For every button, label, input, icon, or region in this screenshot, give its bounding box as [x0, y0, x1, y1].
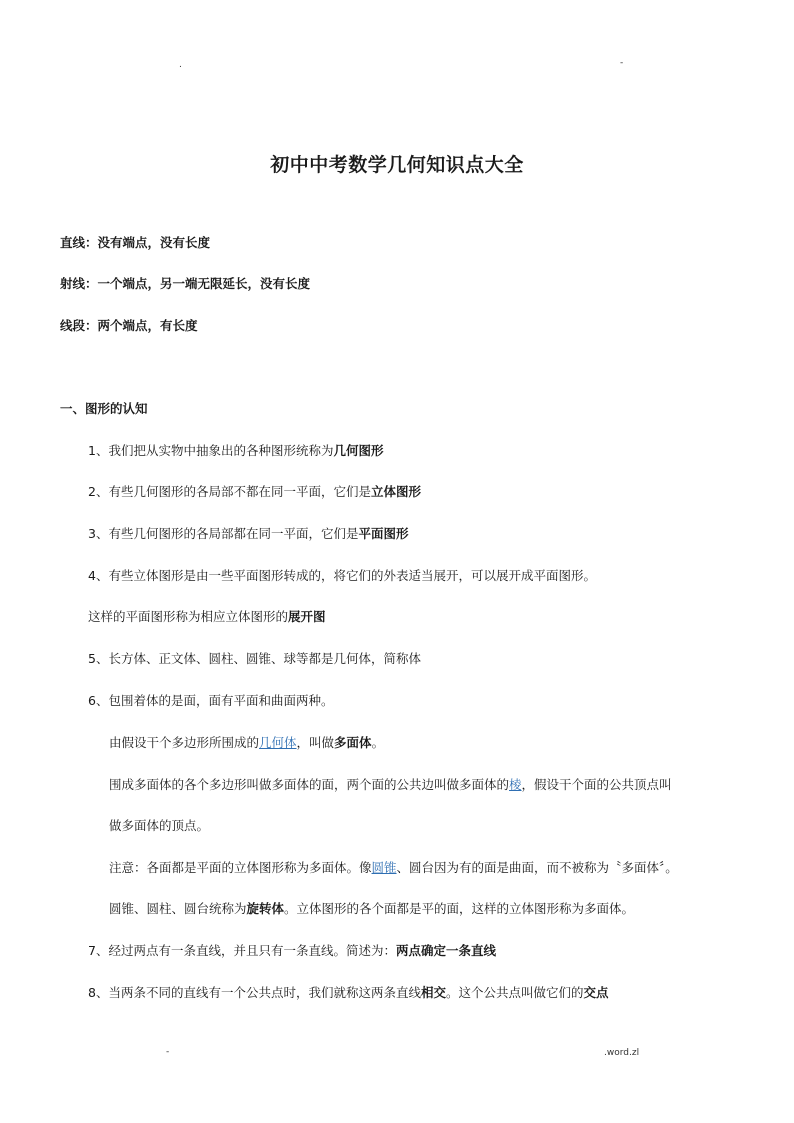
item-term: 旋转体	[246, 901, 285, 916]
section-heading: 一、图形的认知	[60, 401, 148, 416]
header-right-mark: -	[620, 58, 624, 68]
item-text: 。这个公共点叫做它们的	[445, 985, 584, 1000]
item-term: 多面体	[334, 735, 372, 750]
cone-link[interactable]: 圆锥	[371, 860, 397, 875]
item-text: 7、经过两点有一条直线，并且只有一条直线。简述为：	[88, 943, 396, 958]
item-text: 由假设干个多边形所围成的	[109, 735, 260, 750]
list-item-7	[88, 945, 496, 958]
item-text: 2、有些几何图形的各局部不都在同一平面，它们是	[88, 484, 371, 499]
note-text	[109, 862, 678, 875]
item-term: 几何图形	[333, 443, 384, 458]
list-item-6	[88, 695, 333, 708]
definition-ray: 射线：一个端点，另一端无限延长，没有长度	[60, 276, 311, 291]
footer-left-mark: -	[166, 1047, 170, 1057]
list-item-5	[88, 653, 421, 666]
item-text: 8、当两条不同的直线有一个公共点时，我们就称这两条直线	[88, 985, 421, 1000]
item-text: 3、有些几何图形的各局部都在同一平面，它们是	[88, 526, 359, 541]
list-item-1	[88, 445, 383, 458]
footer-right-text: .word.zl	[604, 1048, 640, 1058]
rotation-solid-text	[109, 903, 634, 916]
item-term: 平面图形	[358, 526, 409, 541]
list-item-8	[88, 987, 609, 1000]
geometry-solid-link[interactable]: 几何体	[259, 735, 297, 750]
item-text: ，叫做	[296, 735, 335, 750]
polyhedron-vertex-text	[109, 820, 209, 833]
document-title: 初中中考数学几何知识点大全	[270, 154, 524, 176]
list-item-4-continuation	[88, 611, 326, 624]
polyhedron-definition	[109, 737, 384, 750]
item-text: 注意：各面都是平面的立体图形称为多面体。像	[109, 860, 372, 875]
item-text: 1、我们把从实物中抽象出的各种图形统称为	[88, 443, 334, 458]
item-term: 立体图形	[370, 484, 421, 499]
item-text: 做多面体的顶点。	[109, 818, 210, 833]
item-text: 4、有些立体图形是由一些平面图形转成的，将它们的外表适当展开，可以展开成平面图形。	[88, 568, 596, 583]
edge-link[interactable]: 棱	[509, 777, 522, 792]
item-text: 5、长方体、正文体、圆柱、圆锥、球等都是几何体，简称体	[88, 651, 421, 666]
item-text: 圆锥、圆柱、圆台统称为	[109, 901, 247, 916]
item-text: 。	[371, 735, 385, 750]
item-text: 、圆台因为有的面是曲面，而不被称为〝多面体〞。	[396, 860, 678, 875]
definition-segment: 线段：两个端点，有长度	[60, 318, 198, 333]
item-term: 展开图	[288, 609, 326, 624]
list-item-2	[88, 486, 421, 499]
list-item-4	[88, 570, 596, 583]
item-text: 这样的平面图形称为相应立体图形的	[88, 609, 289, 624]
item-text: 围成多面体的各个多边形叫做多面体的面，两个面的公共边叫做多面体的	[109, 777, 510, 792]
item-text: 6、包围着体的是面，面有平面和曲面两种。	[88, 693, 334, 708]
header-left-mark: .	[179, 60, 182, 70]
list-item-3	[88, 528, 408, 541]
item-term: 交点	[583, 985, 609, 1000]
item-text: ，假设干个面的公共顶点叫	[521, 777, 672, 792]
item-term: 相交	[420, 985, 446, 1000]
item-term: 两点确定一条直线	[395, 943, 496, 958]
polyhedron-faces-text	[109, 779, 672, 792]
definition-line: 直线：没有端点，没有长度	[60, 235, 211, 250]
item-text: 。立体图形的各个面都是平的面，这样的立体图形称为多面体。	[284, 901, 635, 916]
